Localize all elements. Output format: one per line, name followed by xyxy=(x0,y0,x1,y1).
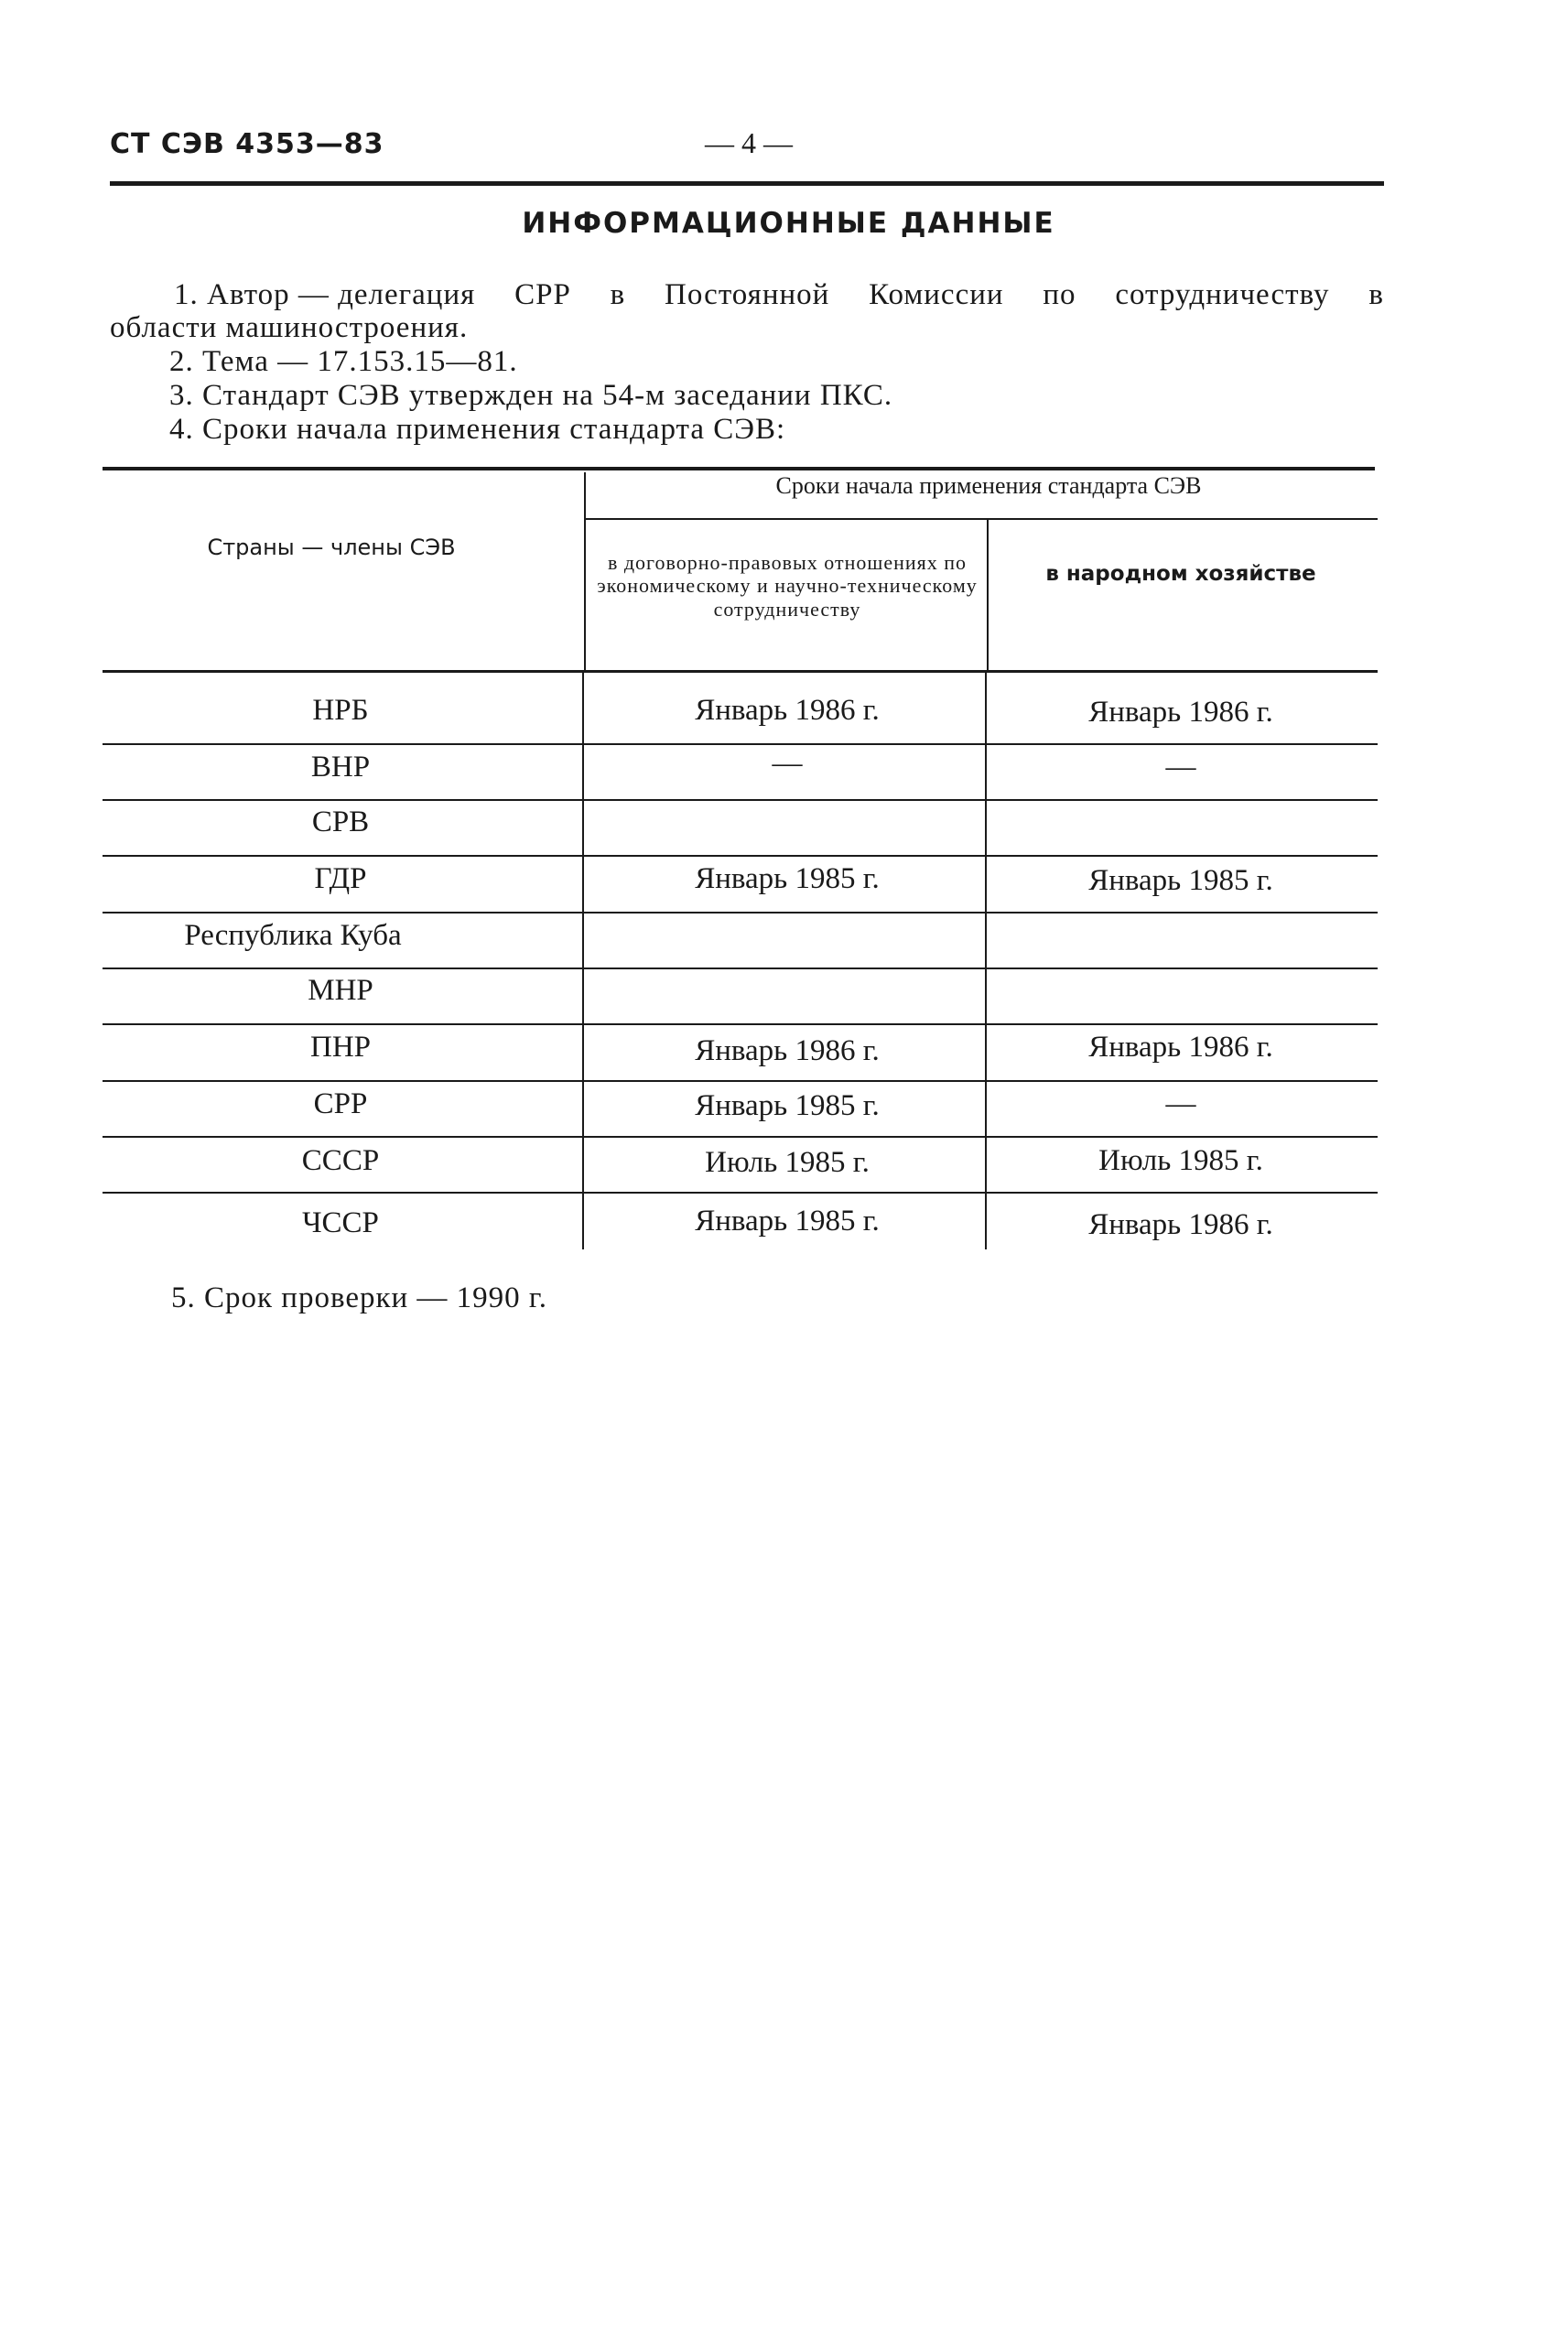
paragraph-1-word: Постоянной xyxy=(665,278,830,311)
paragraph-1-line-2: области машиностроения. xyxy=(110,311,469,344)
contract-date-cell: Январь 1985 г. xyxy=(695,1089,880,1122)
row-rule xyxy=(103,1136,1378,1138)
contract-date-cell: Июль 1985 г. xyxy=(705,1146,870,1179)
contract-date-cell: Январь 1985 г. xyxy=(695,862,880,895)
country-cell: НРБ xyxy=(312,694,369,727)
economy-date-cell: — xyxy=(1165,1087,1196,1120)
subheader-rule xyxy=(586,518,1378,520)
paragraph-1-word: сотрудничеству xyxy=(1115,278,1330,311)
country-cell: СРР xyxy=(313,1087,368,1120)
paragraph-3: 3. Стандарт СЭВ утвержден на 54-м заседании ПКС. xyxy=(169,379,893,412)
contract-date-cell: Январь 1985 г. xyxy=(695,1205,880,1238)
economy-date-cell: Июль 1985 г. xyxy=(1098,1144,1263,1177)
header-rule xyxy=(110,181,1384,186)
body-divider-1 xyxy=(582,673,584,1249)
country-cell: ПНР xyxy=(309,1031,372,1064)
paragraph-1 xyxy=(174,278,1384,312)
country-cell: ВНР xyxy=(310,751,371,784)
paragraph-1-word: в xyxy=(1368,278,1384,311)
row-rule xyxy=(103,968,1378,969)
country-cell: ГДР xyxy=(314,862,367,895)
economy-date-cell: Январь 1986 г. xyxy=(1088,696,1273,729)
paragraph-2: 2. Тема — 17.153.15—81. xyxy=(169,345,518,378)
table-top-rule xyxy=(103,467,1375,470)
row-rule xyxy=(103,1080,1378,1082)
economy-date-cell: Январь 1986 г. xyxy=(1088,1031,1273,1064)
row-rule xyxy=(103,799,1378,801)
paragraph-1-word: Комиссии xyxy=(869,278,1004,311)
country-cell: Республика Куба xyxy=(184,919,402,952)
paragraph-1-word: по xyxy=(1043,278,1076,311)
row-rule xyxy=(103,1023,1378,1025)
contract-date-cell: Январь 1986 г. xyxy=(695,1034,880,1067)
header-national-economy: в народном хозяйстве xyxy=(1045,562,1316,586)
paragraph-1-word: в xyxy=(610,278,626,311)
economy-date-cell: Январь 1986 г. xyxy=(1088,1208,1273,1241)
header-bottom-rule xyxy=(103,670,1378,673)
row-rule xyxy=(103,855,1378,857)
contract-date-cell: Январь 1986 г. xyxy=(695,694,880,727)
header-span: Сроки начала применения стандарта СЭВ xyxy=(775,472,1202,499)
country-cell: СРВ xyxy=(311,805,370,838)
document-code: СТ СЭВ 4353—83 xyxy=(110,128,384,160)
economy-date-cell: Январь 1985 г. xyxy=(1088,864,1273,897)
row-rule xyxy=(103,1192,1378,1194)
header-country: Страны — члены СЭВ xyxy=(207,535,456,560)
country-cell: МНР xyxy=(308,974,373,1007)
country-cell: СССР xyxy=(301,1144,380,1177)
paragraph-1-word: СРР xyxy=(514,278,571,311)
contract-date-cell: — xyxy=(772,747,803,780)
row-rule xyxy=(103,743,1378,745)
row-rule xyxy=(103,912,1378,913)
country-cell: ЧССР xyxy=(302,1206,379,1239)
page-title: ИНФОРМАЦИОННЫЕ ДАННЫЕ xyxy=(522,207,1055,240)
paragraph-1-word: 1. Автор — делегация xyxy=(174,278,476,311)
paragraph-4: 4. Сроки начала применения стандарта СЭВ: xyxy=(169,413,786,446)
page-number: — 4 — xyxy=(705,126,793,159)
economy-date-cell: — xyxy=(1165,751,1196,784)
paragraph-5: 5. Срок проверки — 1990 г. xyxy=(171,1281,547,1314)
header-contract-relations: в договорно-правовых отношениях по экономическому и научно-техническому сотрудничеству xyxy=(597,551,978,621)
